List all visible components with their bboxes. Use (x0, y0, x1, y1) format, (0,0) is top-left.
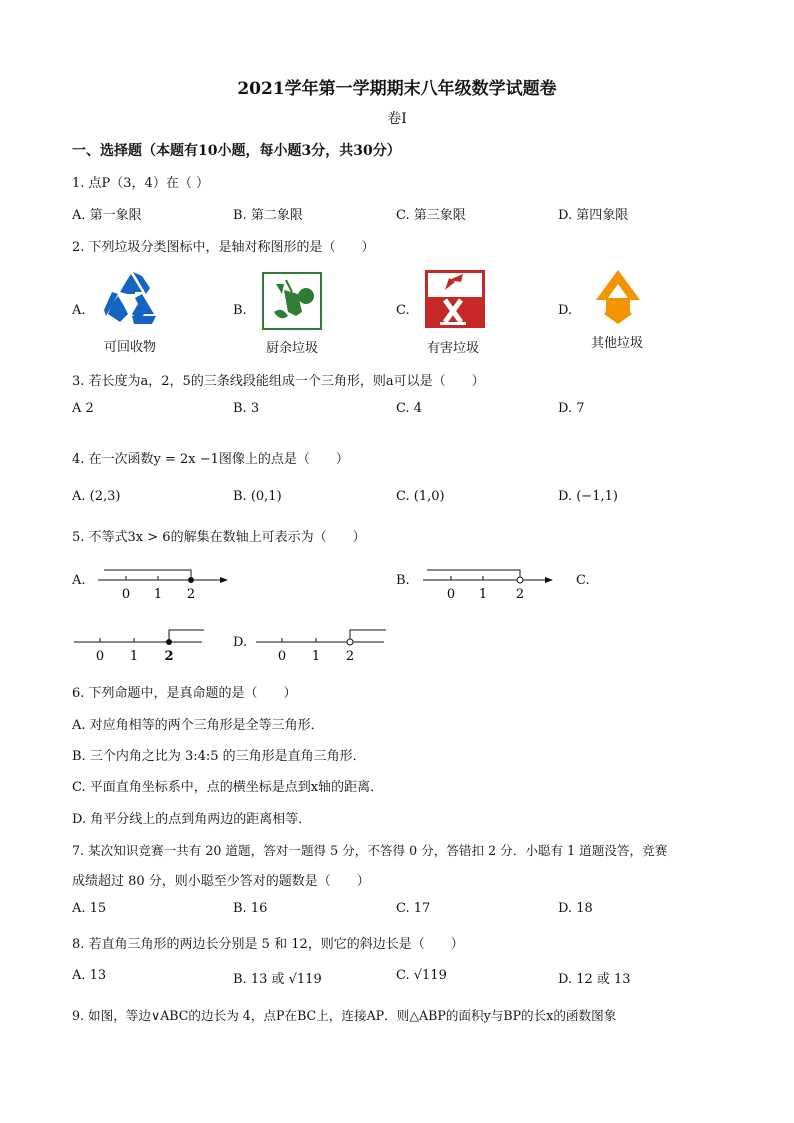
recycle-icon (102, 270, 160, 328)
question-3-option-d: D. 7 (558, 401, 585, 416)
question-7-option-d: D. 18 (558, 901, 593, 916)
question-3-option-a: A 2 (72, 401, 94, 416)
tick-label-0: 0 (121, 587, 131, 602)
tick-label-2: 2 (515, 587, 525, 602)
question-2-option-d: D. (558, 303, 573, 318)
question-5-option-b: B. (396, 573, 410, 588)
question-8-option-c: C. √119 (396, 968, 447, 983)
number-line-d (254, 626, 390, 664)
question-1-stem: 1. 点P（3，4）在（ ） (72, 176, 209, 191)
question-7-option-a: A. 15 (72, 901, 107, 916)
question-5-stem: 5. 不等式3x > 6的解集在数轴上可表示为（ ） (72, 530, 366, 545)
question-1-option-b: B. 第二象限 (233, 208, 303, 223)
hazardous-waste-icon (425, 270, 485, 328)
number-line-c (72, 626, 208, 664)
question-4-option-d: D. (−1,1) (558, 489, 618, 504)
tick-label-1: 1 (311, 649, 321, 664)
question-7-stem-line-1: 7. 某次知识竞赛一共有 20 道题，答对一题得 5 分，不答得 0 分，答错扣 2 分．小聪有 1 道题没答，竞赛 (72, 843, 668, 858)
question-6-option-d: D. 角平分线上的点到角两边的距离相等． (72, 812, 312, 827)
question-7-option-c: C. 17 (396, 901, 431, 916)
section-header: 一、选择题（本题有10小题，每小题3分，共30分） (72, 143, 401, 159)
question-1-option-d: D. 第四象限 (558, 208, 629, 223)
question-8-option-b: B. 13 或 √119 (233, 972, 322, 987)
tick-label-0: 0 (446, 587, 456, 602)
question-3-stem: 3. 若长度为a，2，5的三条线段能组成一个三角形，则a可以是（ ） (72, 374, 485, 389)
question-2-option-b: B. (233, 303, 247, 318)
question-2-caption-c: 有害垃圾 (426, 341, 479, 356)
tick-label-2: 2 (164, 649, 174, 664)
question-2-stem: 2. 下列垃圾分类图标中，是轴对称图形的是（ ） (72, 240, 375, 255)
tick-label-1: 1 (153, 587, 163, 602)
number-line-a (98, 564, 230, 602)
question-5-option-c: C. (576, 573, 590, 588)
question-9-stem: 9. 如图，等边∨ABC的边长为 4，点P在BC上，连接AP．则△ABP的面积y与BP的长x的函数图象 (72, 1008, 617, 1023)
question-7-stem-line-2: 成绩超过 80 分，则小聪至少答对的题数是（ ） (72, 874, 370, 889)
question-2-caption-b: 厨余垃圾 (265, 341, 318, 356)
question-5-option-a: A. (72, 573, 86, 588)
question-1-option-a: A. 第一象限 (72, 208, 142, 223)
tick-label-1: 1 (478, 587, 488, 602)
question-2-caption-a: 可回收物 (103, 340, 156, 355)
tick-label-2: 2 (186, 587, 196, 602)
question-5-option-d: D. (233, 635, 248, 650)
question-2-option-c: C. (396, 303, 410, 318)
other-waste-icon (590, 268, 646, 326)
kitchen-waste-icon (262, 272, 322, 330)
question-4-option-b: B. (0,1) (233, 489, 282, 504)
tick-label-0: 0 (95, 649, 105, 664)
question-7-option-b: B. 16 (233, 901, 268, 916)
number-line-b (423, 564, 555, 602)
question-2-option-a: A. (72, 303, 86, 318)
question-4-option-c: C. (1,0) (396, 489, 445, 504)
question-6-option-b: B. 三个内角之比为 3:4:5 的三角形是直角三角形． (72, 749, 366, 764)
question-8-stem: 8. 若直角三角形的两边长分别是 5 和 12，则它的斜边长是（ ） (72, 937, 464, 952)
question-3-option-b: B. 3 (233, 401, 260, 416)
tick-label-2: 2 (345, 649, 355, 664)
question-8-option-d: D. 12 或 13 (558, 972, 631, 987)
tick-label-0: 0 (277, 649, 287, 664)
question-6-option-a: A. 对应角相等的两个三角形是全等三角形． (72, 718, 324, 733)
question-1-option-c: C. 第三象限 (396, 208, 466, 223)
question-6-stem: 6. 下列命题中，是真命题的是（ ） (72, 686, 297, 701)
question-2-caption-d: 其他垃圾 (590, 336, 643, 351)
question-6-option-c: C. 平面直角坐标系中，点的横坐标是点到x轴的距离． (72, 780, 384, 795)
page-subtitle: 卷Ⅰ (387, 111, 407, 127)
question-3-option-c: C. 4 (396, 401, 423, 416)
question-8-option-a: A. 13 (72, 968, 107, 983)
question-4-stem: 4. 在一次函数y = 2x −1图像上的点是（ ） (72, 452, 349, 467)
question-4-option-a: A. (2,3) (72, 489, 121, 504)
tick-label-1: 1 (129, 649, 139, 664)
page-title: 2021学年第一学期期末八年级数学试题卷 (237, 79, 557, 99)
